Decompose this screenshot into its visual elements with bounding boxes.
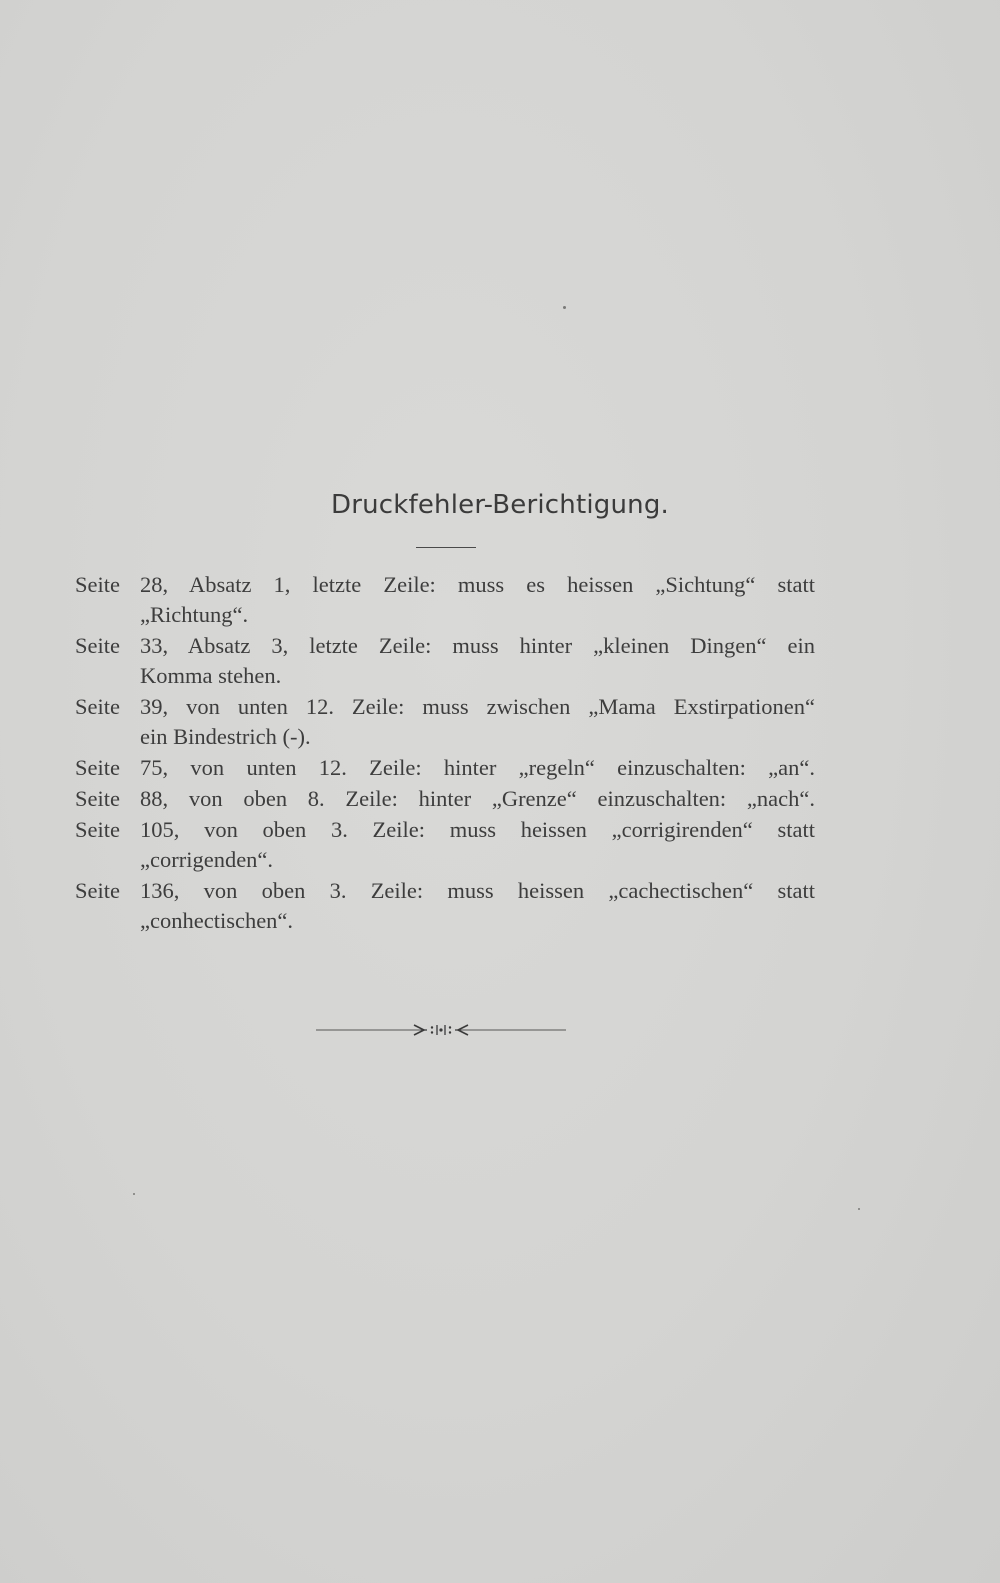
paper-speck (133, 1193, 135, 1195)
errata-entry (75, 692, 815, 752)
errata-list (75, 570, 815, 936)
errata-entry (75, 876, 815, 936)
entry-text-line: Komma stehen. (140, 663, 282, 688)
entry-text-line: „Richtung“. (140, 602, 249, 627)
entry-text-line: 33, Absatz 3, letzte Zeile: muss hinter „kleinen Dingen“ ein (140, 633, 815, 658)
entry-prefix: Seite (75, 786, 120, 811)
decorative-divider-icon (316, 1022, 566, 1038)
entry-text-line: 75, von unten 12. Zeile: hinter „regeln“ einzuschalten: „an“. (140, 755, 815, 780)
errata-entry (75, 631, 815, 691)
entry-prefix: Seite (75, 633, 120, 658)
entry-text-line: ein Bindestrich (-). (140, 724, 311, 749)
entry-text-line: 39, von unten 12. Zeile: muss zwischen „Mama Exstirpationen“ (140, 694, 815, 719)
entry-text-line: 136, von oben 3. Zeile: muss heissen „cachectischen“ statt (140, 878, 815, 903)
errata-entry (75, 784, 815, 814)
entry-prefix: Seite (75, 694, 120, 719)
heading-underline (416, 547, 476, 548)
errata-entry (75, 570, 815, 630)
entry-prefix: Seite (75, 878, 120, 903)
entry-text-line: 88, von oben 8. Zeile: hinter „Grenze“ einzuschalten: „nach“. (140, 786, 815, 811)
errata-entry (75, 815, 815, 875)
entry-prefix: Seite (75, 817, 120, 842)
entry-text-line: 28, Absatz 1, letzte Zeile: muss es heissen „Sichtung“ statt (140, 572, 815, 597)
errata-heading: Druckfehler-Berichtigung. (330, 490, 670, 520)
errata-entry (75, 753, 815, 783)
entry-text-line: 105, von oben 3. Zeile: muss heissen „corrigirenden“ statt (140, 817, 815, 842)
paper-speck (858, 1208, 860, 1210)
entry-prefix: Seite (75, 755, 120, 780)
entry-prefix: Seite (75, 572, 120, 597)
paper-speck (563, 306, 566, 309)
entry-text-line: „conhectischen“. (140, 908, 294, 933)
entry-text-line: „corrigenden“. (140, 847, 274, 872)
